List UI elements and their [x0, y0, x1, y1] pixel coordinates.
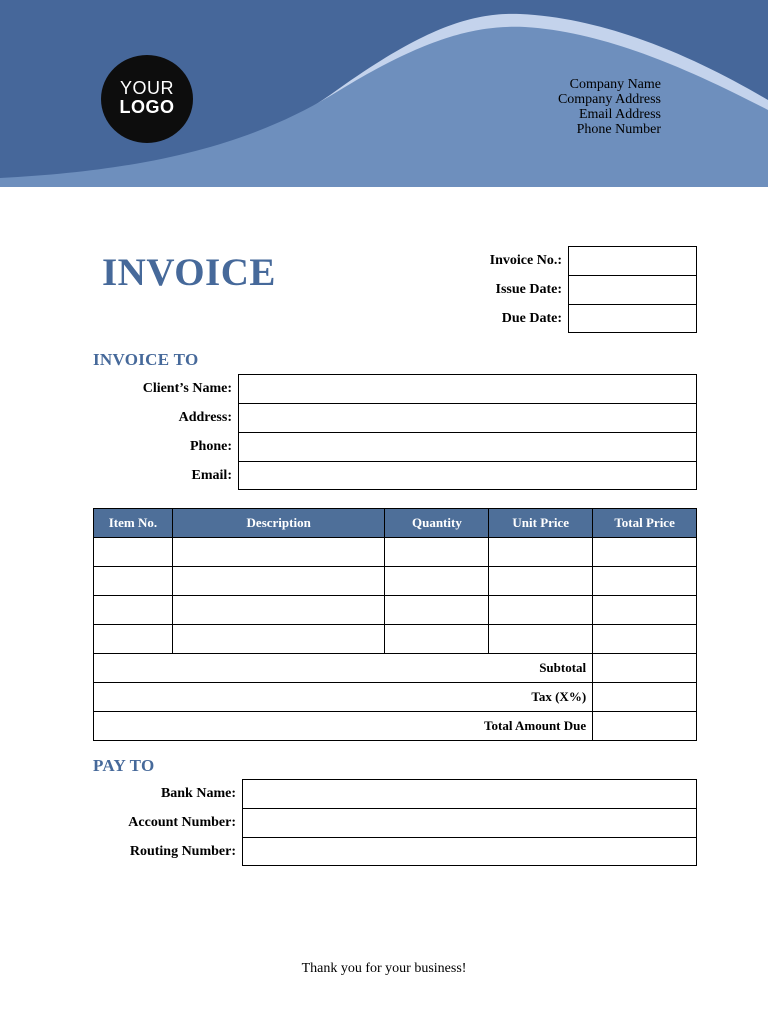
table-header-row: [94, 509, 697, 538]
items-table: [93, 508, 697, 741]
quantity-cell[interactable]: [385, 625, 489, 654]
table-row: [94, 596, 697, 625]
subtotal-label: Subtotal: [94, 654, 593, 683]
bank-name-label: Bank Name:: [160, 786, 236, 801]
unit-price-cell[interactable]: [489, 625, 593, 654]
column-header-total-price: Total Price: [593, 509, 697, 538]
column-header-item-no: Item No.: [94, 509, 173, 538]
account-number-label: Account Number:: [128, 815, 236, 830]
description-cell[interactable]: [172, 625, 385, 654]
total-price-cell[interactable]: [593, 538, 697, 567]
description-cell[interactable]: [172, 538, 385, 567]
routing-number-field[interactable]: [242, 837, 697, 866]
issue-date-field[interactable]: [568, 275, 697, 305]
company-logo: [101, 55, 193, 143]
quantity-cell[interactable]: [385, 538, 489, 567]
invoice-title: INVOICE: [102, 251, 276, 294]
table-row: [94, 538, 697, 567]
column-header-unit-price: Unit Price: [489, 509, 593, 538]
item-no-cell[interactable]: [94, 567, 173, 596]
company-name: Company Name: [569, 77, 661, 92]
thank-you-note: Thank you for your business!: [301, 961, 467, 976]
invoice-to-heading: INVOICE TO: [93, 350, 199, 369]
client-name-label: Client’s Name:: [142, 381, 232, 396]
total-price-cell[interactable]: [593, 567, 697, 596]
item-no-cell[interactable]: [94, 538, 173, 567]
subtotal-row: [94, 654, 697, 683]
due-date-field[interactable]: [568, 304, 697, 333]
unit-price-cell[interactable]: [489, 596, 593, 625]
email-field[interactable]: [238, 461, 697, 490]
column-header-description: Description: [172, 509, 385, 538]
quantity-cell[interactable]: [385, 596, 489, 625]
account-number-field[interactable]: [242, 808, 697, 838]
phone-label: Phone:: [190, 439, 232, 454]
email-label: Email:: [191, 468, 232, 483]
quantity-cell[interactable]: [385, 567, 489, 596]
total-amount-due-label: Total Amount Due: [94, 712, 593, 741]
subtotal-value-cell[interactable]: [593, 654, 697, 683]
company-email: Email Address: [578, 107, 661, 122]
tax-label: Tax (X%): [94, 683, 593, 712]
logo-line-1: YOUR: [119, 78, 174, 98]
tax-value-cell[interactable]: [593, 683, 697, 712]
company-address: Company Address: [557, 92, 661, 107]
total-row: [94, 712, 697, 741]
table-row: [94, 625, 697, 654]
issue-date-label: Issue Date:: [495, 282, 562, 297]
address-field[interactable]: [238, 403, 697, 433]
tax-row: [94, 683, 697, 712]
company-info: [558, 77, 661, 137]
unit-price-cell[interactable]: [489, 567, 593, 596]
pay-to-heading: PAY TO: [93, 756, 155, 775]
unit-price-cell[interactable]: [489, 538, 593, 567]
item-no-cell[interactable]: [94, 596, 173, 625]
total-amount-due-cell[interactable]: [593, 712, 697, 741]
routing-number-label: Routing Number:: [129, 844, 236, 859]
client-name-field[interactable]: [238, 374, 697, 404]
description-cell[interactable]: [172, 596, 385, 625]
header-banner: [0, 0, 768, 187]
invoice-no-field[interactable]: [568, 246, 697, 276]
logo-line-2: LOGO: [119, 97, 175, 117]
address-label: Address:: [178, 410, 232, 425]
item-no-cell[interactable]: [94, 625, 173, 654]
due-date-label: Due Date:: [501, 311, 562, 326]
table-row: [94, 567, 697, 596]
column-header-quantity: Quantity: [385, 509, 489, 538]
phone-field[interactable]: [238, 432, 697, 462]
company-phone: Phone Number: [576, 122, 661, 137]
total-price-cell[interactable]: [593, 596, 697, 625]
description-cell[interactable]: [172, 567, 385, 596]
bank-name-field[interactable]: [242, 779, 697, 809]
invoice-no-label: Invoice No.:: [489, 253, 562, 268]
total-price-cell[interactable]: [593, 625, 697, 654]
